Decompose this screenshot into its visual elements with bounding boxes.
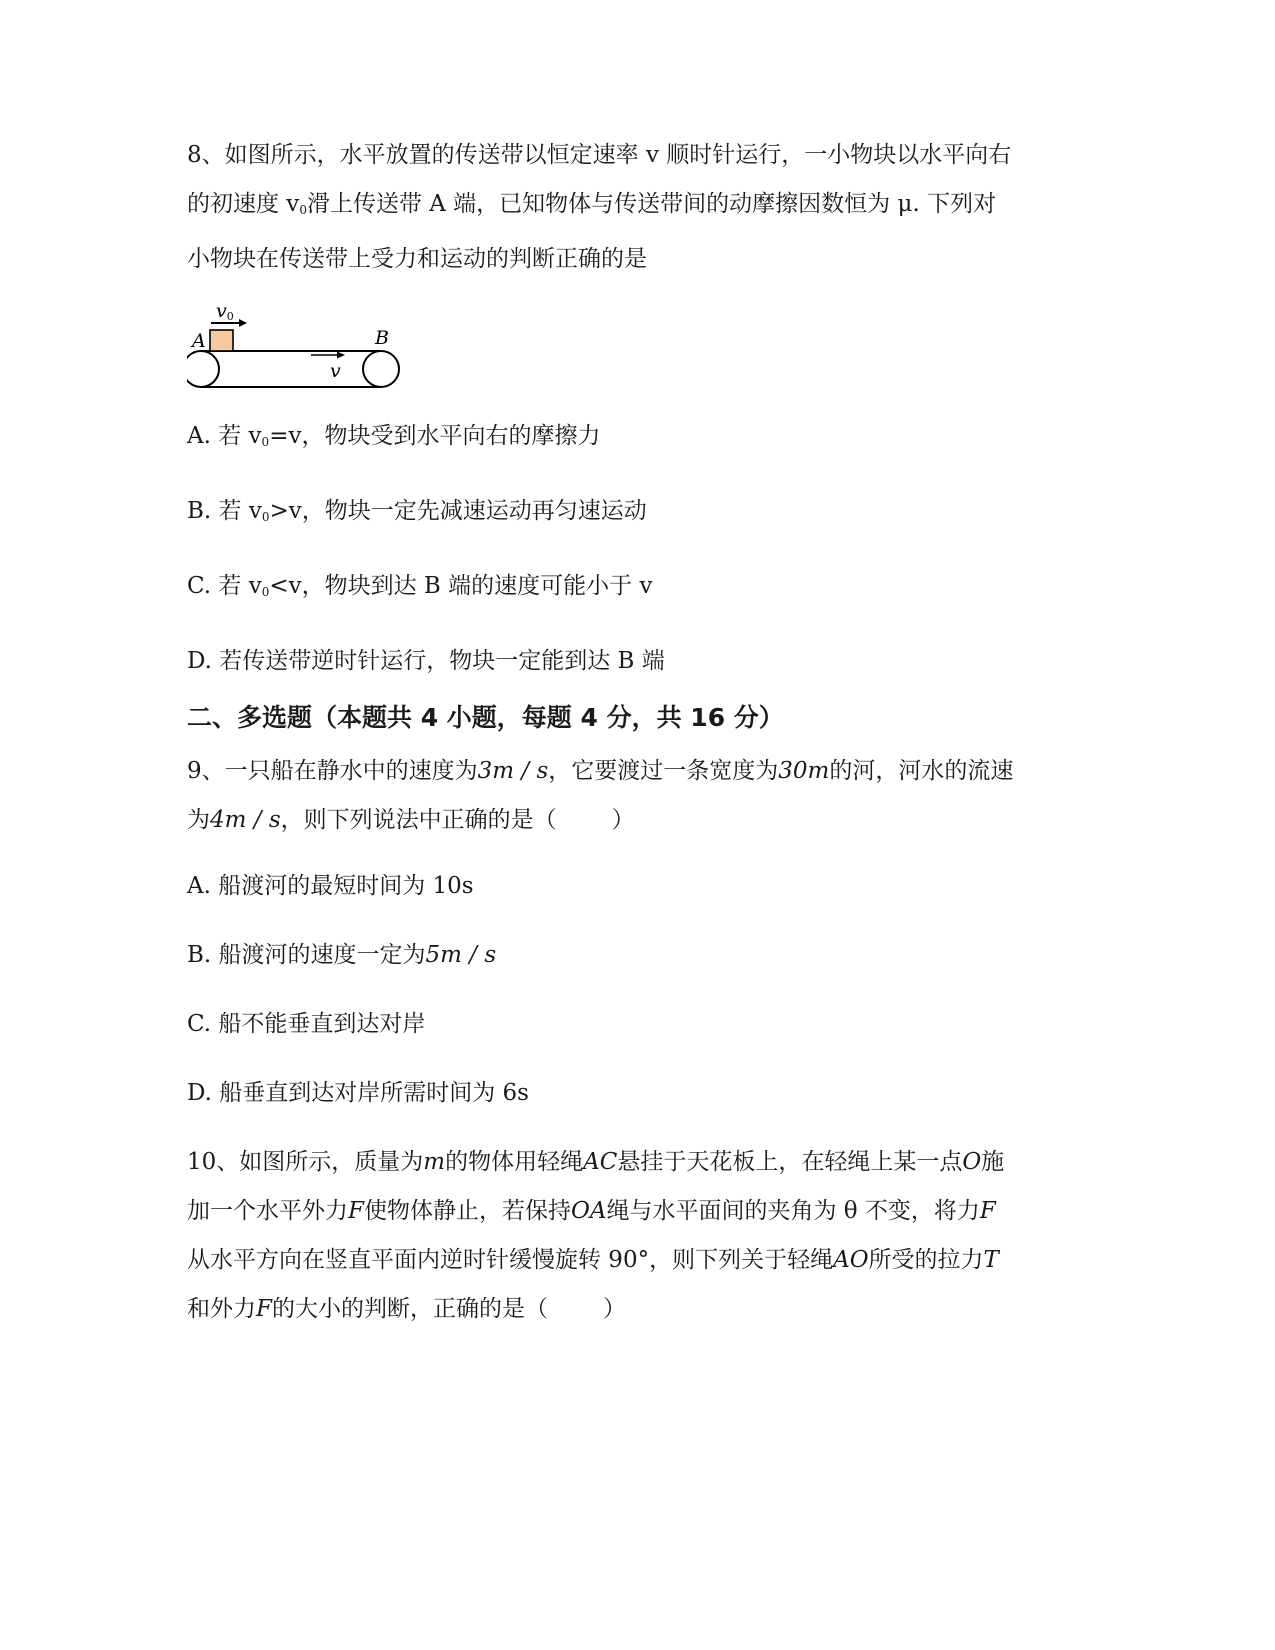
q8-options — [187, 421, 1087, 676]
q8-line-2: 的初速度 $v_0$滑上传送带 A 端，已知物体与传送带间的动摩擦因数恒为 μ. 下列对 — [187, 191, 997, 217]
left-pulley — [187, 351, 219, 387]
q8-option-c[interactable]: C. 若 $v_0<v$，物块到达 B 端的速度可能小于 v — [187, 573, 653, 599]
label-a: A — [192, 330, 206, 352]
sliding-block — [210, 330, 233, 351]
label-v: v — [330, 360, 341, 382]
q9-line-1: 9、一只船在静水中的速度为3m / s，它要渡过一条宽度为30m的河，河水的流速 — [187, 758, 1014, 784]
v0-arrow-head — [239, 319, 247, 327]
q9-option-a[interactable]: A. 船渡河的最短时间为 10s — [187, 873, 474, 899]
label-b: B — [375, 327, 389, 349]
q10-line-2: 加一个水平外力F使物体静止，若保持OA绳与水平面间的夹角为 θ 不变，将力F — [187, 1198, 996, 1224]
exam-page — [187, 140, 1087, 1343]
q10-line-1: 10、如图所示，质量为m的物体用轻绳AC悬挂于天花板上，在轻绳上某一点O施 — [187, 1149, 1005, 1175]
right-pulley — [363, 351, 399, 387]
q9-option-c[interactable]: C. 船不能垂直到达对岸 — [187, 1011, 426, 1037]
q9-line-2: 为4m / s，则下列说法中正确的是（ ） — [187, 807, 635, 833]
v-arrow-head — [337, 352, 345, 359]
q8-option-d[interactable]: D. 若传送带逆时针运行，物块一定能到达 B 端 — [187, 648, 665, 674]
conveyor-belt-diagram — [187, 293, 427, 393]
question-8 — [187, 140, 1087, 274]
q8-line-3: 小物块在传送带上受力和运动的判断正确的是 — [187, 246, 647, 272]
question-9 — [187, 756, 1087, 835]
q10-line-3: 从水平方向在竖直平面内逆时针缓慢旋转 90°，则下列关于轻绳AO所受的拉力T — [187, 1247, 999, 1273]
q8-line-1: 8、如图所示，水平放置的传送带以恒定速率 v 顺时针运行，一小物块以水平向右 — [187, 142, 1012, 168]
q9-option-b[interactable]: B. 船渡河的速度一定为5m / s — [187, 942, 497, 968]
conveyor-belt-figure — [187, 293, 427, 393]
question-10 — [187, 1147, 1087, 1324]
q10-line-4: 和外力F的大小的判断，正确的是（ ） — [187, 1296, 626, 1322]
q8-option-b[interactable]: B. 若 $v_0>v$，物块一定先减速运动再匀速运动 — [187, 498, 647, 524]
label-v0: v0 — [216, 300, 234, 323]
q9-options — [187, 871, 1087, 1108]
section-heading: 二、多选题（本题共 4 小题，每题 4 分，共 16 分） — [187, 703, 784, 732]
q8-option-a[interactable]: A. 若 $v_0=v$，物块受到水平向右的摩擦力 — [187, 423, 601, 449]
q9-option-d[interactable]: D. 船垂直到达对岸所需时间为 6s — [187, 1080, 529, 1106]
